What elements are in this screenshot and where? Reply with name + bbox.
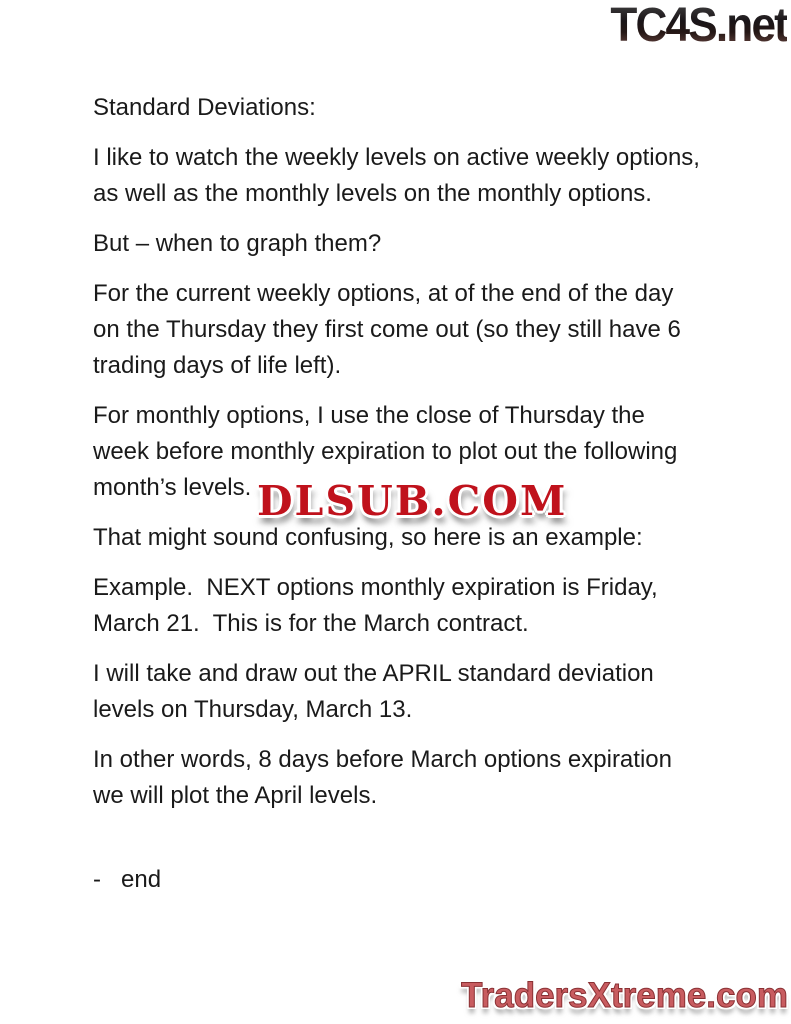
text-line: levels on Thursday, March 13. (93, 696, 413, 723)
paragraph (93, 656, 753, 728)
paragraph-end (93, 862, 753, 898)
text-line: Standard Deviations: (93, 94, 316, 121)
text-line: But – when to graph them? (93, 230, 382, 257)
text-line: as well as the monthly levels on the monthly options. (93, 180, 652, 207)
paragraph (93, 742, 753, 814)
text-line: week before monthly expiration to plot out the following (93, 438, 678, 465)
paragraph-heading (93, 90, 753, 126)
text-line: we will plot the April levels. (93, 782, 378, 809)
text-line: In other words, 8 days before March options expiration (93, 746, 672, 773)
text-line: I will take and draw out the APRIL standard deviation (93, 660, 654, 687)
paragraph (93, 140, 753, 212)
text-line: March 21. This is for the March contract. (93, 610, 529, 637)
text-line: I like to watch the weekly levels on active weekly options, (93, 144, 700, 171)
paragraph (93, 276, 753, 384)
text-line: - end (93, 866, 162, 893)
text-line: Example. NEXT options monthly expiration is Friday, (93, 574, 658, 601)
tc4s-logo: TC4S.net (610, 0, 787, 52)
paragraph (93, 226, 753, 262)
paragraph (93, 520, 753, 556)
tradersxtreme-logo: TradersXtreme.com (461, 976, 788, 1015)
text-line: on the Thursday they first come out (so they still have 6 (93, 316, 681, 343)
paragraph (93, 570, 753, 642)
text-line: trading days of life left). (93, 352, 342, 379)
text-line: month’s levels. (93, 474, 252, 501)
text-line: For the current weekly options, at of the end of the day (93, 280, 674, 307)
text-line: For monthly options, I use the close of Thursday the (93, 402, 645, 429)
text-line: That might sound confusing, so here is an example: (93, 524, 643, 551)
dlsub-watermark: DLSUB.COM (257, 477, 568, 525)
